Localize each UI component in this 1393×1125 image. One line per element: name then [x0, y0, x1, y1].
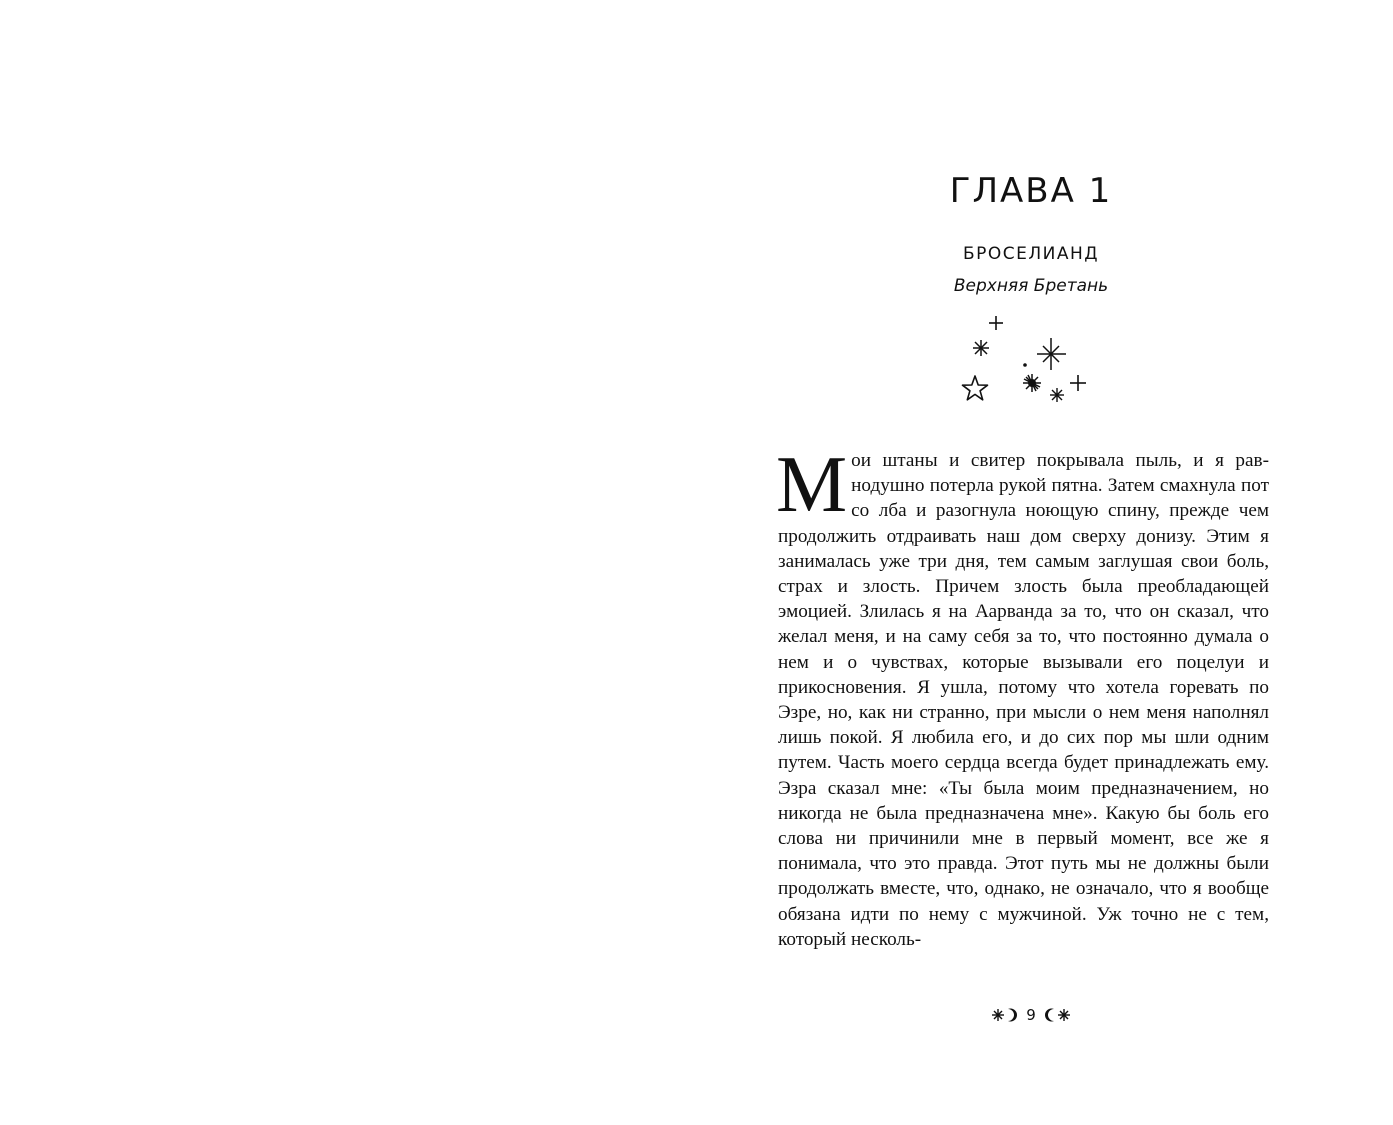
right-page: [696, 0, 1393, 1125]
moon-and-stars-icon: [960, 312, 1088, 416]
page-footer: [966, 1002, 1096, 1026]
body-text: ои штаны и свитер покрывала пыль, и я равнодушно потерла рукой пятна. Затем смахнула пот со лба и разогнула ноющую спину, прежде чем продолжить отдраивать наш дом сверху донизу. Этим я занималась уже три дня, тем самым заглушая свои боль, страх и злость. Причем злость была преобладающей эмоцией. Злилась я на Аарванда за то, что он сказал, что желал меня, и на саму себя за то, что постоянно думала о нем и о чувствах, которые вызывали его поцелуи и прикосновения. Я ушла, потому что хотела горевать по Эзре, но, как ни странно, при мысли о нем меня наполнял лишь покой. Я любила его, и до сих пор мы шли одним путем. Часть моего сердца всегда будет принадлежать ему. Эзра сказал мне: «Ты была моим предназначением, но никогда не была предназначена мне». Какую бы боль его слова ни причинили мне в первый момент, все же я понимала, что это правда. Этот путь мы не должны были продолжать вместе, что, однако, не означало, что я вообще обязана идти по нему с мужчиной. Уж точно не с тем, который несколь-: [778, 450, 1269, 950]
page-number: 9: [1026, 1005, 1036, 1024]
crescent-star-icon: [1044, 1007, 1070, 1023]
star-crescent-icon: [992, 1007, 1018, 1023]
chapter-location: БРОСЕЛИАНД: [962, 244, 1100, 264]
body-paragraph: [776, 441, 1269, 952]
left-page-blank: [0, 0, 696, 1125]
chapter-title: ГЛАВА 1: [949, 171, 1113, 211]
chapter-region: Верхняя Бретань: [953, 276, 1109, 296]
drop-cap: М: [776, 441, 848, 529]
